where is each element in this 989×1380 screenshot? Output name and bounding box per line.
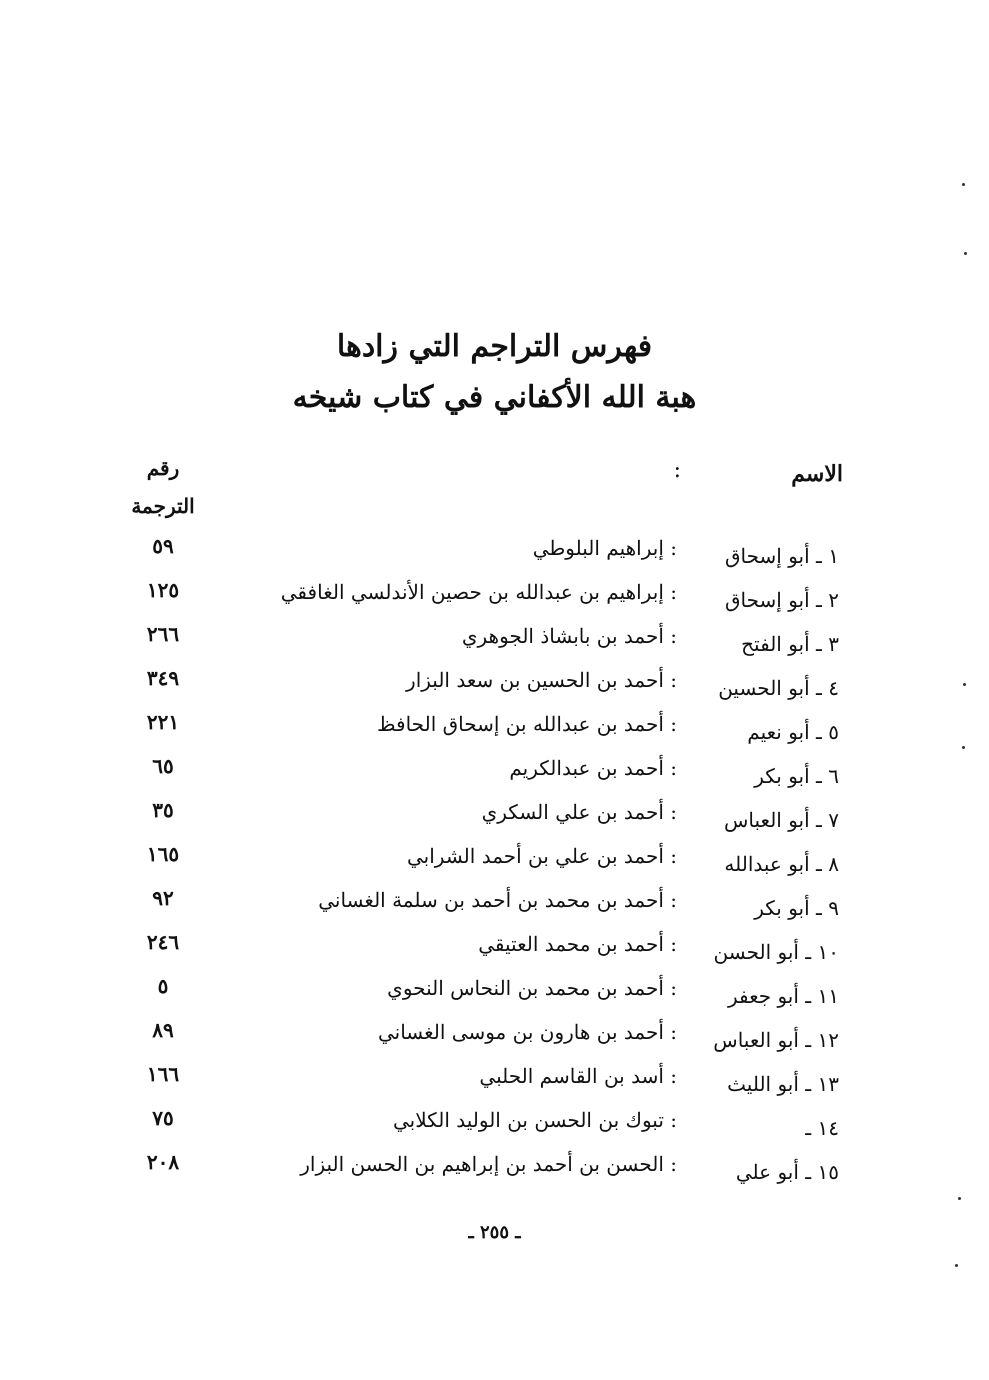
entry-number: ٨٩	[152, 1018, 174, 1042]
entry-name: : أحمد بن عبدالله بن إسحاق الحافظ	[377, 712, 677, 736]
index-entry	[0, 534, 989, 578]
entry-name: : أحمد بن محمد العتيقي	[478, 932, 677, 956]
number-header-line2: الترجمة	[131, 494, 195, 518]
index-entry	[0, 1018, 989, 1062]
entry-name: : تبوك بن الحسن بن الوليد الكلابي	[393, 1108, 677, 1132]
entry-number: ٢٢١	[146, 710, 180, 734]
entry-kunya: ١٣ ـ أبو الليث	[727, 1072, 839, 1096]
entry-name: : أسد بن القاسم الحلبي	[479, 1064, 677, 1088]
index-entry	[0, 754, 989, 798]
entry-name: : إبراهيم بن عبدالله بن حصين الأندلسي الغافقي	[280, 580, 677, 604]
entry-name: : أحمد بن محمد بن النحاس النحوي	[387, 976, 677, 1000]
index-entry	[0, 710, 989, 754]
colon-column-header: :	[673, 458, 681, 483]
scan-speck	[958, 1197, 961, 1200]
scan-speck	[955, 1264, 958, 1267]
number-column-header	[118, 449, 208, 525]
entry-number: ٢٠٨	[146, 1150, 180, 1174]
entry-number: ٢٤٦	[146, 930, 180, 954]
name-column-header: الاسم	[791, 461, 843, 487]
entry-number: ٥	[157, 974, 169, 998]
index-entry	[0, 622, 989, 666]
index-entry	[0, 930, 989, 974]
entry-name: : الحسن بن أحمد بن إبراهيم بن الحسن البزار	[300, 1152, 677, 1176]
index-title: فهرس التراجم التي زادها	[336, 329, 653, 364]
entry-number: ٣٥	[152, 798, 174, 822]
entry-name: : أحمد بن عبدالكريم	[509, 756, 677, 780]
scan-speck	[964, 252, 967, 255]
entry-kunya: ٧ ـ أبو العباس	[724, 808, 839, 832]
entry-kunya: ٤ ـ أبو الحسين	[718, 676, 839, 700]
index-entry	[0, 886, 989, 930]
scan-speck	[962, 183, 965, 186]
entry-number: ٥٩	[152, 534, 174, 558]
entry-name: : إبراهيم البلوطي	[532, 536, 677, 560]
entry-kunya: ٥ ـ أبو نعيم	[747, 720, 839, 744]
index-entry	[0, 1150, 989, 1194]
index-entry	[0, 798, 989, 842]
entry-kunya: ١٢ ـ أبو العباس	[713, 1028, 839, 1052]
entry-kunya: ١٠ ـ أبو الحسن	[713, 940, 839, 964]
entry-number: ٧٥	[152, 1106, 174, 1130]
page-number: ـ ٢٥٥ ـ	[468, 1222, 521, 1243]
scan-speck	[962, 746, 965, 749]
entry-number: ٢٦٦	[146, 622, 180, 646]
index-entry	[0, 666, 989, 710]
entry-name: : أحمد بن هارون بن موسى الغساني	[377, 1020, 677, 1044]
entry-kunya: ٨ ـ أبو عبدالله	[724, 852, 839, 876]
entry-kunya: ١١ ـ أبو جعفر	[727, 984, 839, 1008]
entry-number: ٦٥	[152, 754, 174, 778]
entry-number: ١٦٦	[146, 1062, 180, 1086]
entry-name: : أحمد بن محمد بن أحمد بن سلمة الغساني	[318, 888, 677, 912]
index-entry	[0, 1062, 989, 1106]
entry-name: : أحمد بن الحسين بن سعد البزار	[406, 668, 677, 692]
entry-number: ١٦٥	[146, 842, 180, 866]
index-entry	[0, 1106, 989, 1150]
entry-name: : أحمد بن علي بن أحمد الشرابي	[407, 844, 677, 868]
index-entry	[0, 974, 989, 1018]
entry-kunya: ١ ـ أبو إسحاق	[725, 544, 839, 568]
entry-name: : أحمد بن بابشاذ الجوهري	[461, 624, 677, 648]
entry-kunya: ٣ ـ أبو الفتح	[741, 632, 839, 656]
entry-kunya: ٩ ـ أبو بكر	[754, 896, 839, 920]
entry-kunya: ١٥ ـ أبو علي	[735, 1160, 839, 1184]
index-subtitle: هبة الله الأكفاني في كتاب شيخه	[292, 380, 697, 415]
entry-number: ١٢٥	[146, 578, 180, 602]
index-entry	[0, 578, 989, 622]
index-entries	[0, 534, 989, 1194]
entry-number: ٩٢	[152, 886, 174, 910]
entry-kunya: ١٤ ـ	[805, 1116, 839, 1140]
scan-speck	[963, 683, 966, 686]
entry-kunya: ٦ ـ أبو بكر	[754, 764, 839, 788]
index-entry	[0, 842, 989, 886]
entry-name: : أحمد بن علي السكري	[481, 800, 677, 824]
number-header-line1: رقم	[146, 456, 180, 480]
entry-kunya: ٢ ـ أبو إسحاق	[725, 588, 839, 612]
entry-number: ٣٤٩	[146, 666, 180, 690]
